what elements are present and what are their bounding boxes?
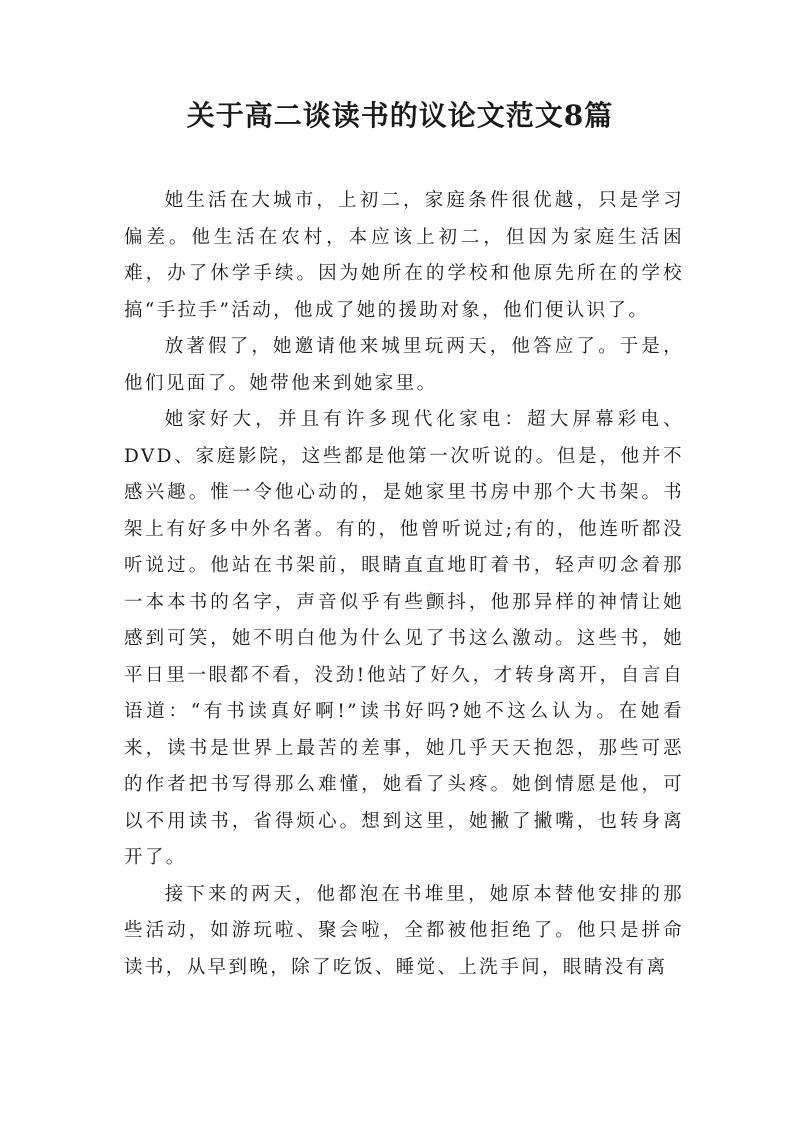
document-title: 关于高二谈读书的议论文范文8篇 [186, 99, 614, 132]
paragraph: 放著假了，她邀请他来城里玩两天，他答应了。于是，他们见面了。她带他来到她家里。 [124, 336, 684, 394]
paragraph: 接下来的两天，他都泡在书堆里，她原本替他安排的那些活动，如游玩啦、聚会啦，全都被他拒绝了。他只是拼命读书，从早到晚，除了吃饭、睡觉、上洗手间，眼睛没有离 [124, 883, 684, 978]
document-body [124, 183, 684, 986]
paragraph: 她生活在大城市，上初二，家庭条件很优越，只是学习偏差。他生活在农村，本应该上初二，但因为家庭生活困难，办了休学手续。因为她所在的学校和他原先所在的学校搞“手拉手”活动，他成了她的援助对象，他们便认识了。 [124, 190, 684, 321]
paragraph: 她家好大，并且有许多现代化家电：超大屏幕彩电、DVD、家庭影院，这些都是他第一次听说的。但是，他并不感兴趣。惟一令他心动的，是她家里书房中那个大书架。书架上有好多中外名著。有的，他曾听说过;有的，他连听都没听说过。他站在书架前，眼睛直直地盯着书，轻声叨念着那一本本书的名字，声音似乎有些颤抖，他那异样的神情让她感到可笑，她不明白他为什么见了书这么激动。这些书，她平日里一眼都不看，没劲!他站了好久，才转身离开，自言自语道：“有书读真好啊!”读书好吗?她不这么认为。在她看来，读书是世界上最苦的差事，她几乎天天抱怨，那些可恶的作者把书写得那么难懂，她看了头疼。她倒情愿是他，可以不用读书，省得烦心。想到这里，她撇了撇嘴，也转身离开了。 [124, 409, 684, 868]
